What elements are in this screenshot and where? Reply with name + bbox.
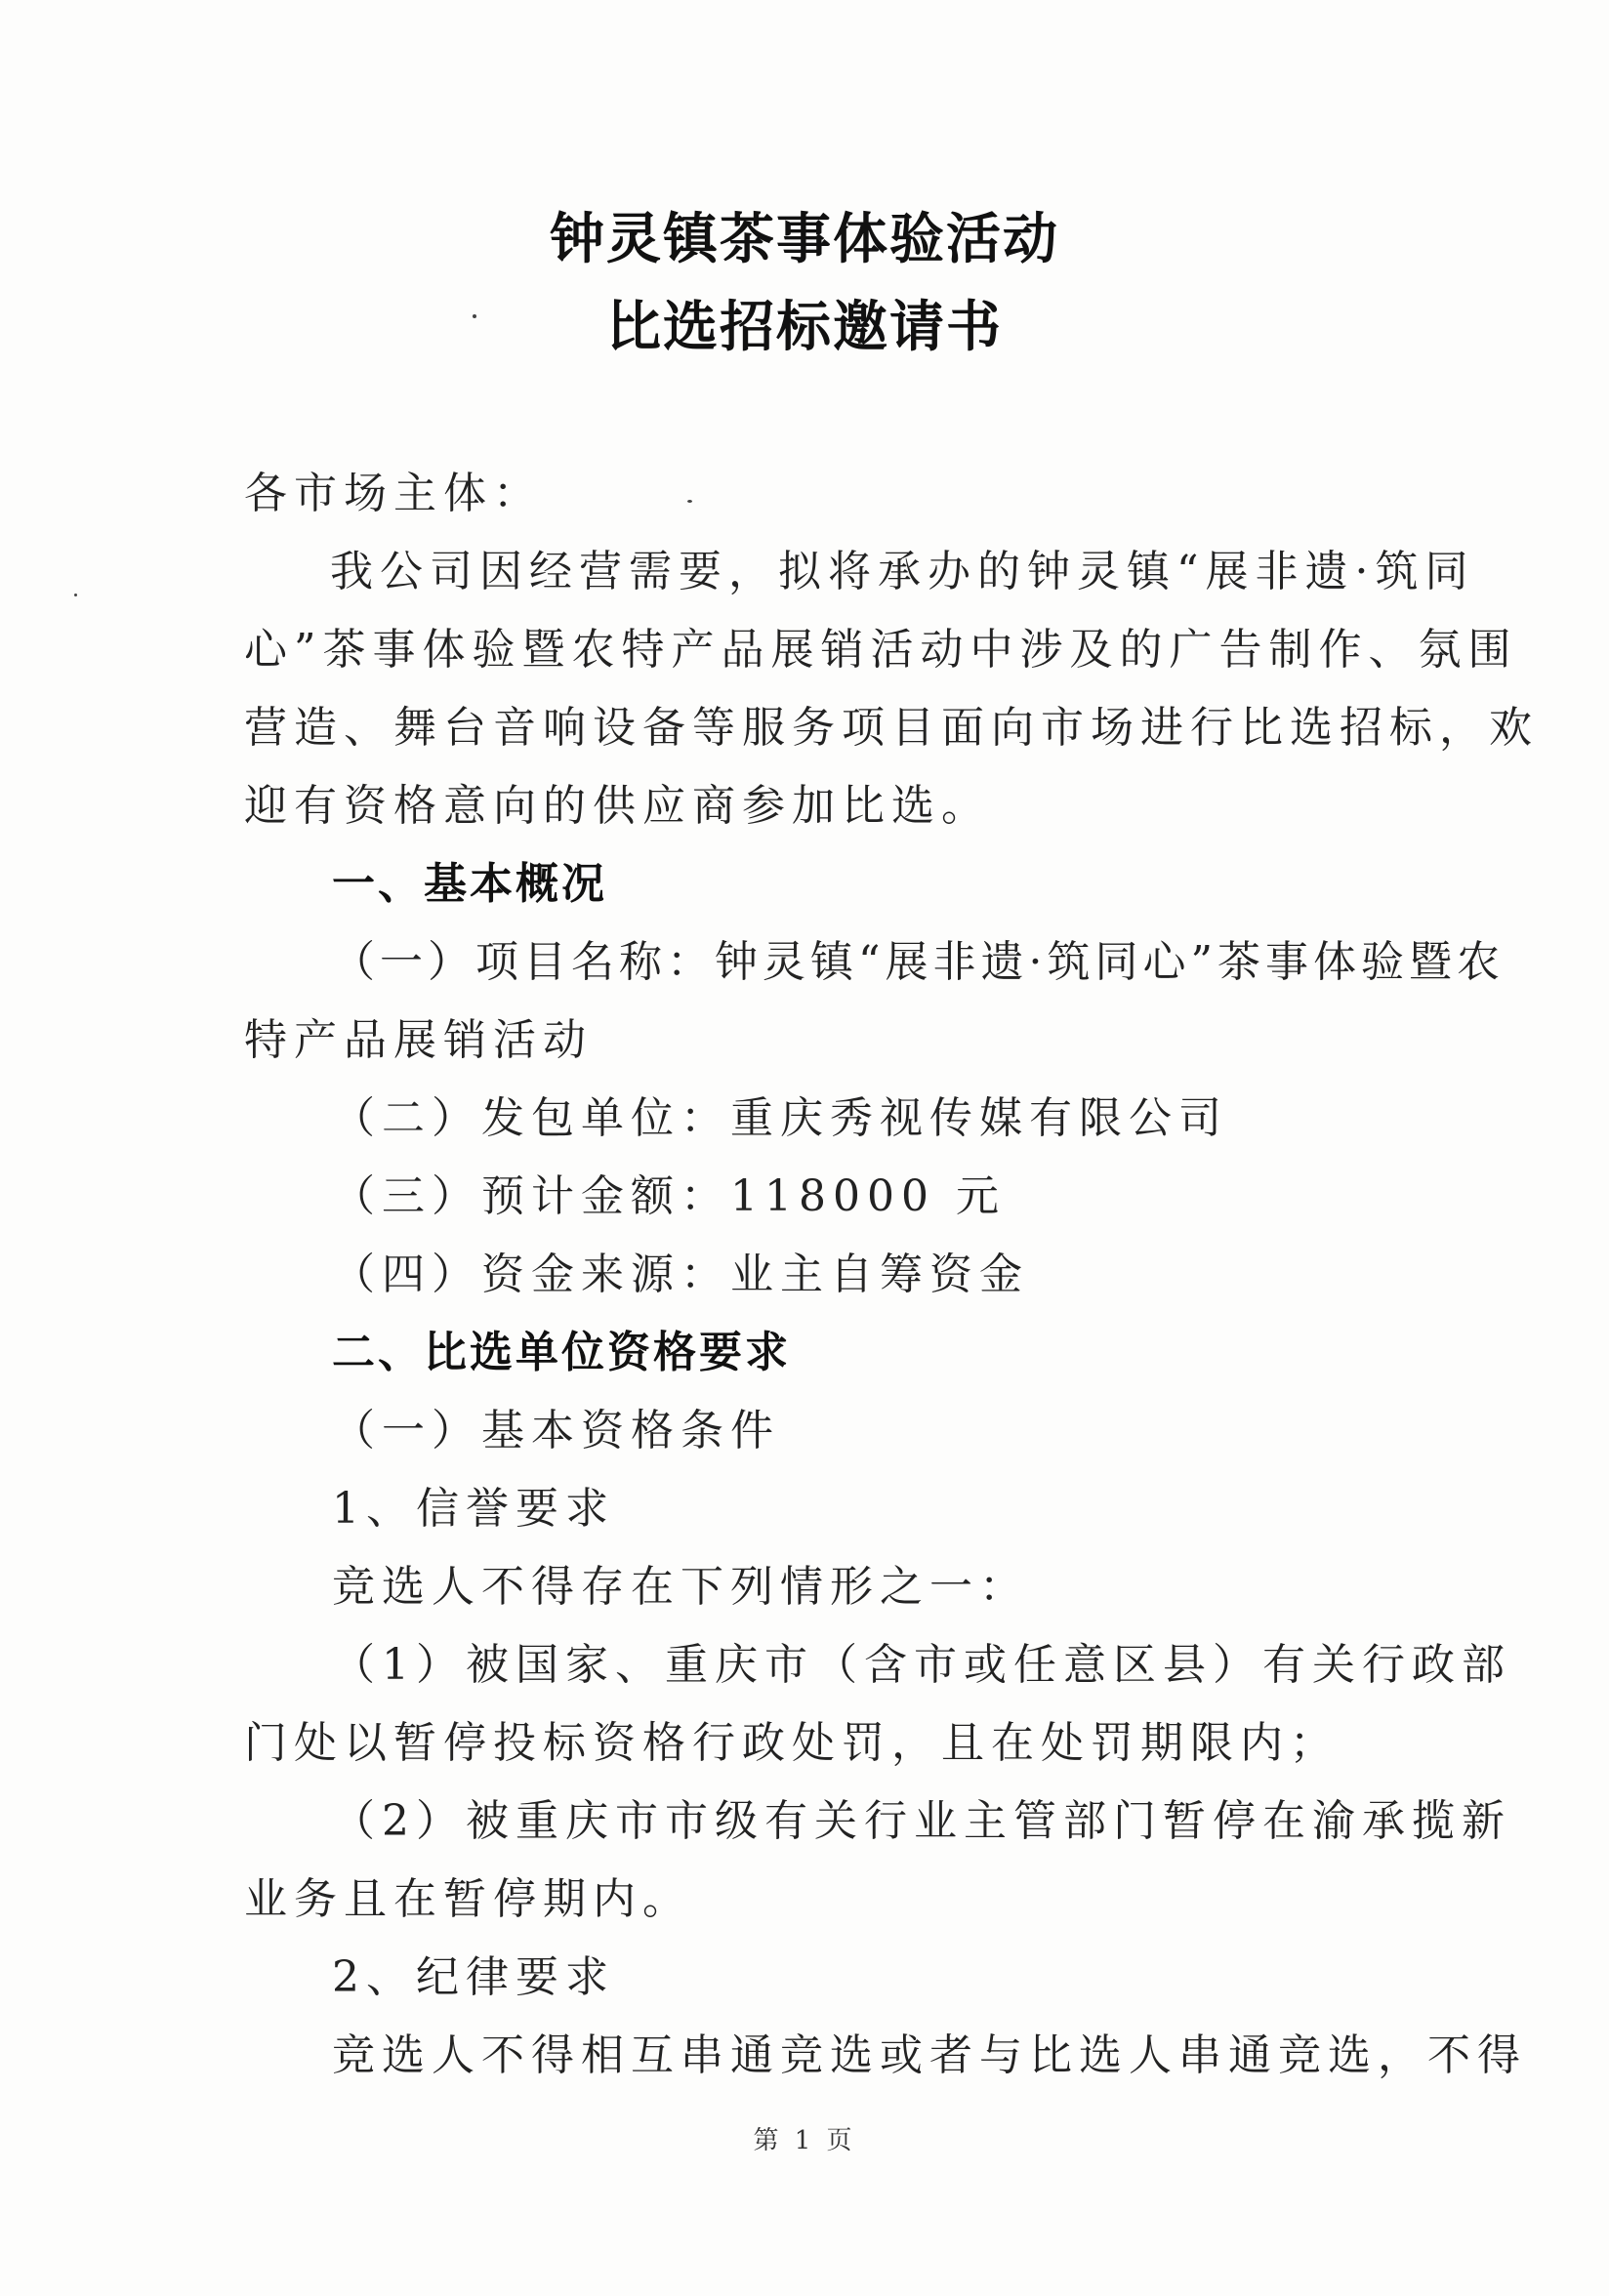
title-line-2: 比选招标邀请书 — [606, 295, 1003, 359]
intro-line-2: 心”茶事体验暨农特产品展销活动中涉及的广告制作、氛围 — [244, 625, 1518, 675]
estimate-line: （三）预计金额：118000 元 — [332, 1171, 1006, 1221]
credit-title: 1、信誉要求 — [332, 1484, 615, 1534]
project-name-line-2: 特产品展销活动 — [244, 1015, 593, 1065]
credit-item-2-line-2: 业务且在暂停期内。 — [244, 1874, 692, 1924]
page-number: 第 1 页 — [753, 2126, 856, 2155]
credit-item-1-line-2: 门处以暂停投标资格行政处罚，且在处罚期限内； — [244, 1718, 1340, 1768]
document-title — [0, 195, 1609, 371]
intro-line-3: 营造、舞台音响设备等服务项目面向市场进行比选招标，欢 — [244, 703, 1539, 753]
title-line-1: 钟灵镇茶事体验活动 — [550, 207, 1059, 271]
discipline-title: 2、纪律要求 — [332, 1952, 615, 2002]
intro-line-1: 我公司因经营需要，拟将承办的钟灵镇“展非遗·筑同 — [330, 547, 1475, 596]
contractor-line: （二）发包单位：重庆秀视传媒有限公司 — [332, 1093, 1228, 1143]
section2-subheading: （一）基本资格条件 — [332, 1406, 780, 1456]
section1-heading: 一、基本概况 — [332, 859, 607, 909]
funding-line: （四）资金来源：业主自筹资金 — [332, 1250, 1029, 1299]
credit-intro: 竞选人不得存在下列情形之一： — [332, 1562, 1029, 1612]
scan-speck — [74, 594, 77, 596]
discipline-line-1: 竞选人不得相互串通竞选或者与比选人串通竞选，不得 — [332, 2030, 1527, 2080]
scan-speck — [687, 500, 692, 503]
credit-item-2-line-1: （2）被重庆市市级有关行业主管部门暂停在渝承揽新 — [332, 1796, 1511, 1846]
project-name-line-1: （一）项目名称：钟灵镇“展非遗·筑同心”茶事体验暨农 — [332, 937, 1505, 987]
section2-heading: 二、比选单位资格要求 — [332, 1328, 791, 1377]
salutation: 各市场主体： — [244, 469, 543, 518]
intro-line-4: 迎有资格意向的供应商参加比选。 — [244, 781, 991, 831]
credit-item-1-line-1: （1）被国家、重庆市（含市或任意区县）有关行政部 — [332, 1640, 1511, 1690]
